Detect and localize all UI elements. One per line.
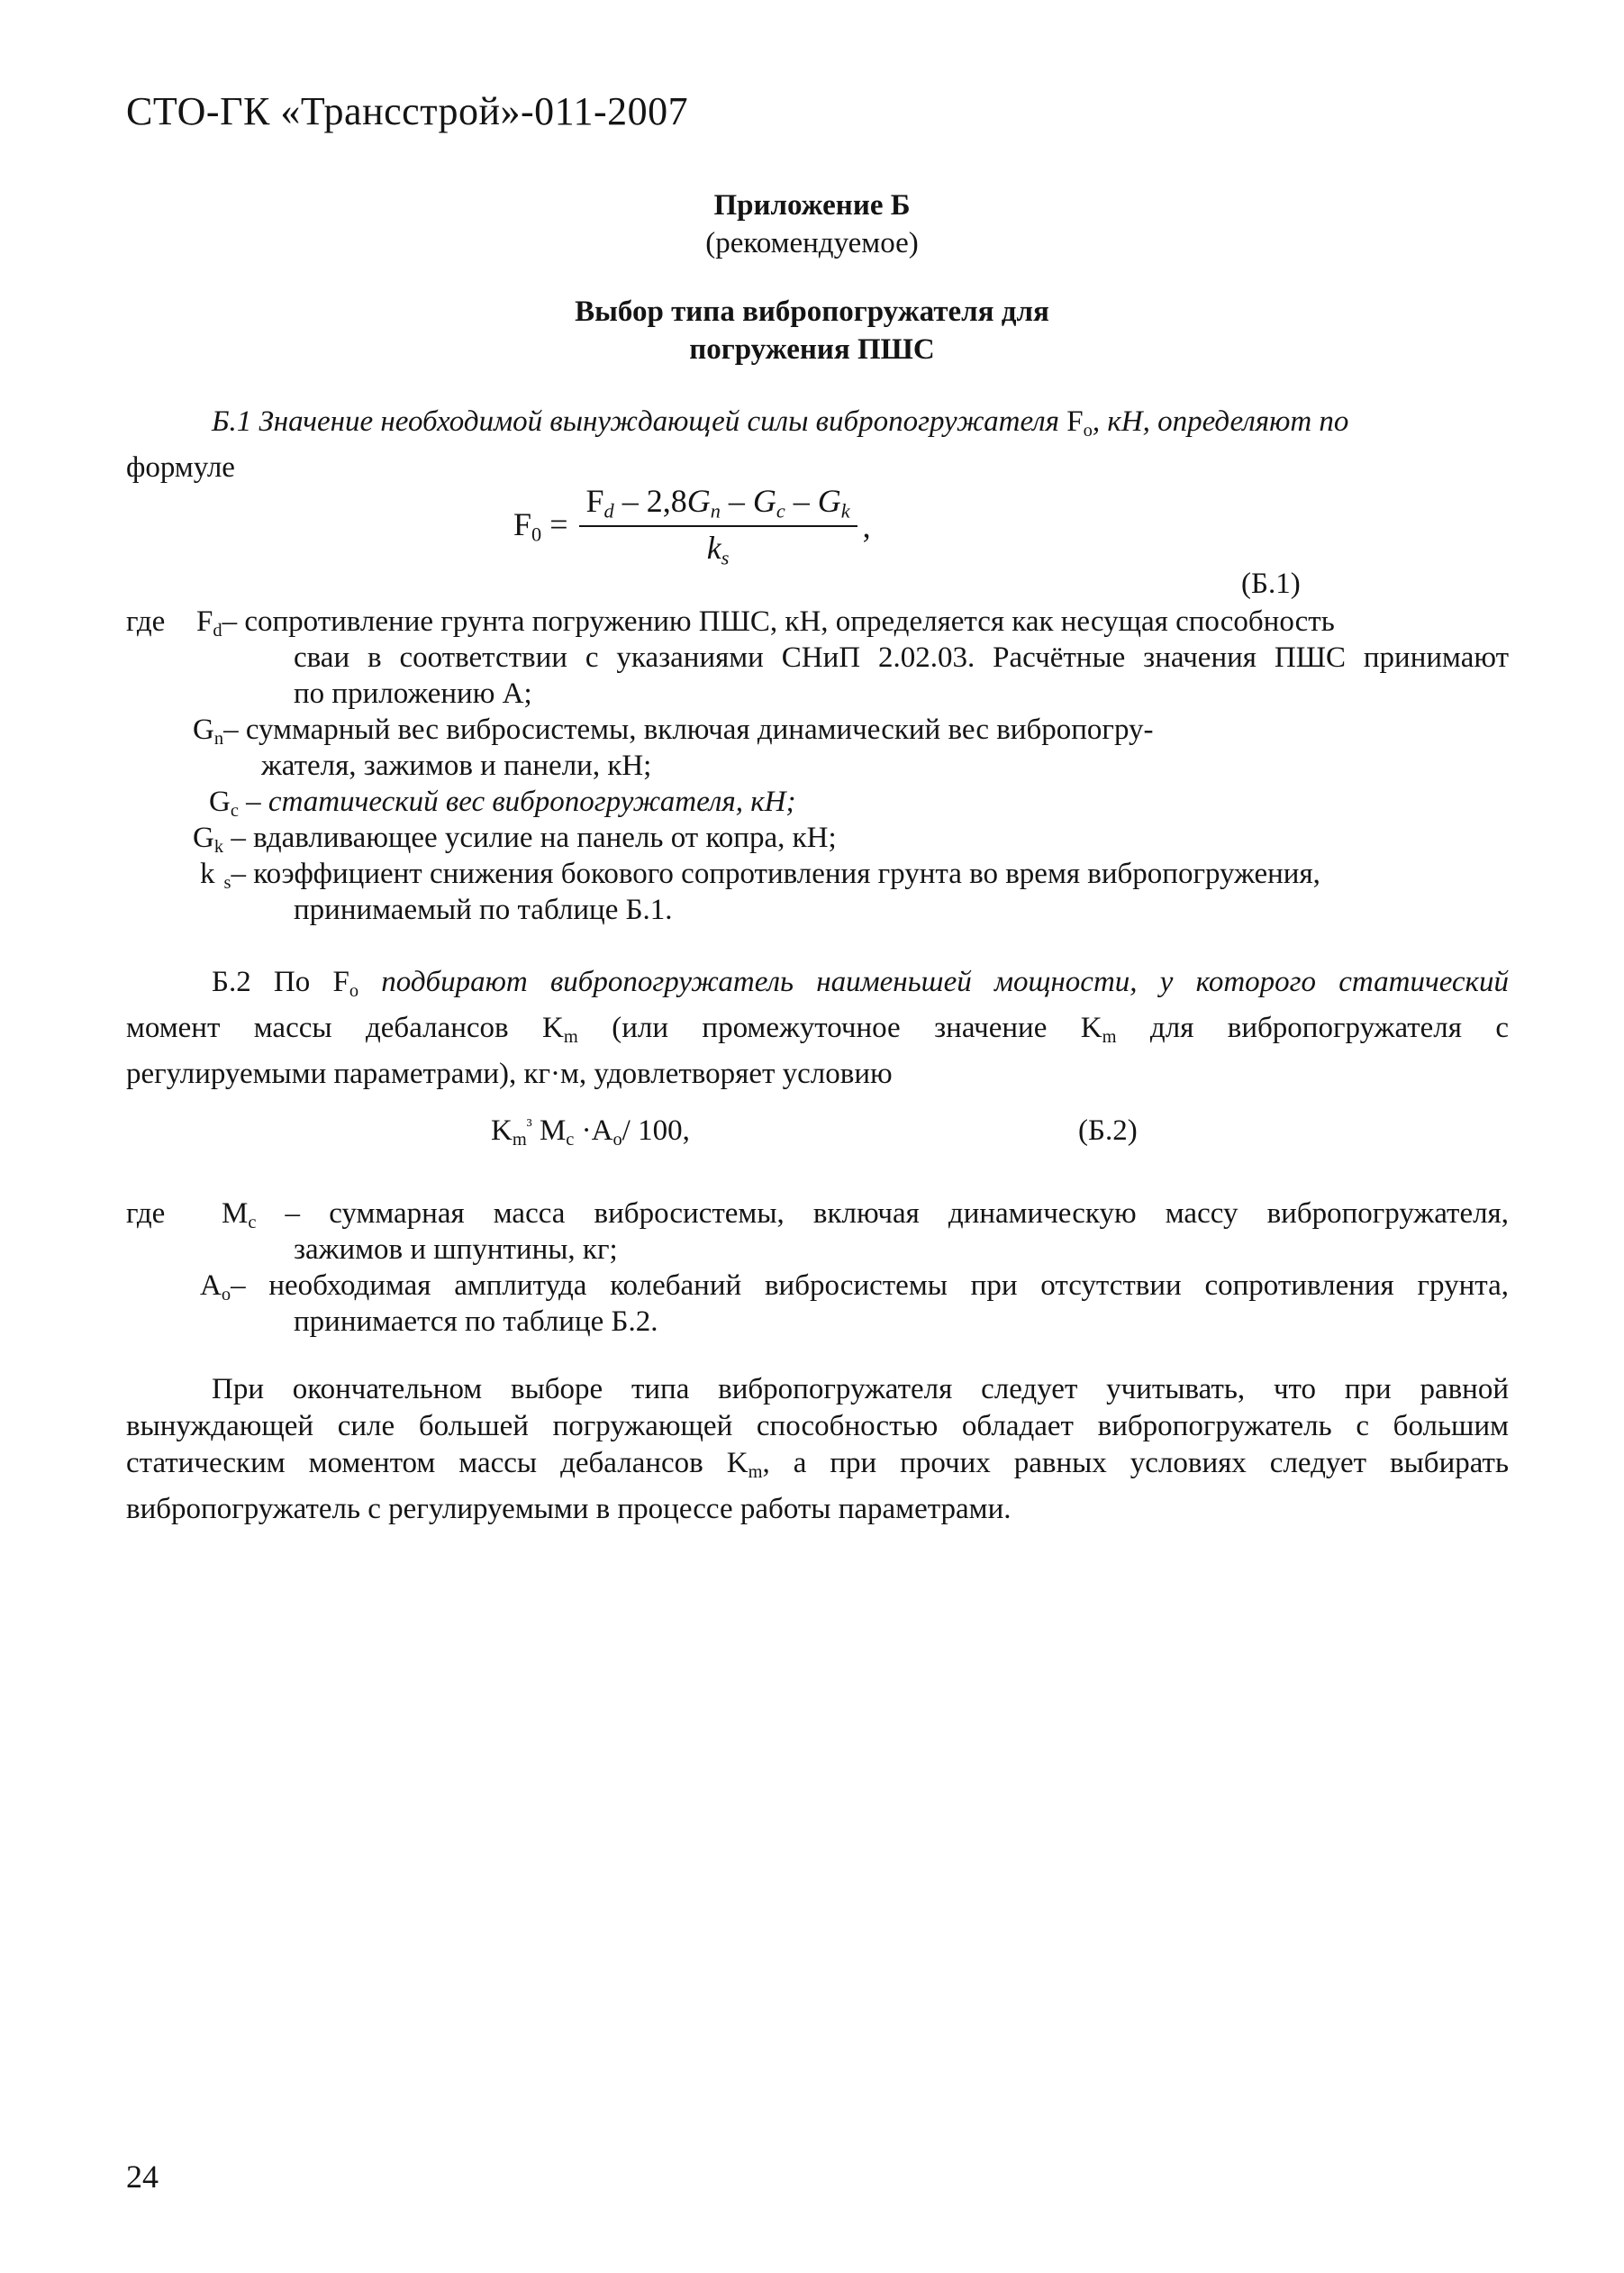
formula-numerator: $F_d - 2,8G_n - G_c - G_k$ [579, 482, 857, 527]
section-title [0, 293, 1624, 368]
paragraph-b2-line-2: момент массы дебалансов $K_m$ (или промежуточное значение $K_m$ для вибропогружателя с [126, 1012, 1510, 1048]
paragraph-final-text: При окончательном выборе типа вибропогружателя следует учитывать, что при равной вынуждающей силе большей погружающей способностью обладает вибропогружатель с большим статическим моментом массы дебалансов $K_m$, а при прочих равных условиях следует выбирать вибропогружатель с регулируемыми в процессе работы параметрами. [126, 1373, 1510, 1526]
paragraph-b2-line-3: регулируемыми параметрами), кг·м, удовлетворяет условию [126, 1058, 893, 1091]
def-fd: $F_d-$ сопротивление грунта погружению ПШС, кН, определяется как несущая способность [196, 605, 1335, 641]
symbol-f0: $F_о$ [1066, 405, 1093, 441]
def-ks: k $_s$– коэффициент снижения бокового сопротивления грунта во время вибропогружения, [200, 858, 1320, 894]
formula-b2: $K_m^{^3}$ $M_c \cdot A_o/$ 100, [491, 1114, 690, 1150]
page-number: 24 [126, 2159, 159, 2195]
formula-comma: , [862, 507, 871, 544]
def-gn: $G_n-$ суммарный вес вибросистемы, включая динамический вес вибропогру- [193, 714, 1154, 750]
paragraph-b1-text: Значение необходимой вынуждающей силы вибропогружателя [259, 405, 1067, 438]
def-fd-line-3: по приложению А; [294, 677, 532, 710]
def-ks-line-2: принимаемый по таблице Б.1. [294, 894, 673, 926]
def-ao: $A_o-$ необходимая амплитуда колебаний вибросистемы при отсутствии сопротивления грунта, [200, 1269, 1509, 1305]
where-label-2: где [126, 1197, 166, 1230]
section-title-line-1: Выбор типа вибропогружателя для [575, 295, 1049, 328]
formula-fraction [579, 482, 857, 569]
paragraph-b2-line-1: Б.2 По $F_о$ подбирают вибропогружатель наименьшей мощности, у которого статический [212, 966, 1509, 1002]
paragraph-final [126, 1371, 1509, 1528]
section-title-line-2: погружения ПШС [689, 333, 935, 366]
def-fd-line-2: сваи в соответствии с указаниями СНиП 2.02.03. Расчётные значения ПШС принимают [294, 641, 1509, 674]
appendix-title: Приложение Б [713, 189, 911, 222]
where-label: где [126, 605, 166, 638]
formula-b1-number: (Б.1) [1241, 568, 1301, 600]
paragraph-b1 [126, 404, 1509, 486]
def-mc-line-2: зажимов и шпунтины, кг; [294, 1233, 618, 1266]
def-ao-line-2: принимается по таблице Б.2. [294, 1305, 658, 1338]
document-code: СТО-ГК «Трансстрой»-011-2007 [126, 89, 689, 133]
formula-b2-number: (Б.2) [1078, 1114, 1138, 1147]
paragraph-b2 [126, 964, 1509, 1093]
def-mc: $M_c$ – суммарная масса вибросистемы, включая динамическую массу вибропогружателя, [222, 1197, 1509, 1233]
paragraph-b1-text-end: , кН, определяют по [1092, 405, 1349, 438]
clause-number: Б.1 [212, 405, 259, 438]
formula-lhs: $F_0$ = [513, 505, 568, 546]
def-gn-line-2: жателя, зажимов и панели, кН; [261, 750, 652, 782]
paragraph-b1-line-2: формуле [126, 451, 235, 485]
paragraph-b1-line-1 [126, 404, 1509, 450]
def-gk: $G_k$ – вдавливающее усилие на панель от копра, кН; [193, 822, 837, 858]
formula-denominator: $k_s$ [706, 529, 730, 569]
def-gc: $G_c$ – статический вес вибропогружателя, кН; [209, 786, 796, 822]
formula-b1 [513, 482, 871, 569]
appendix-subtitle: (рекомендуемое) [705, 227, 919, 259]
